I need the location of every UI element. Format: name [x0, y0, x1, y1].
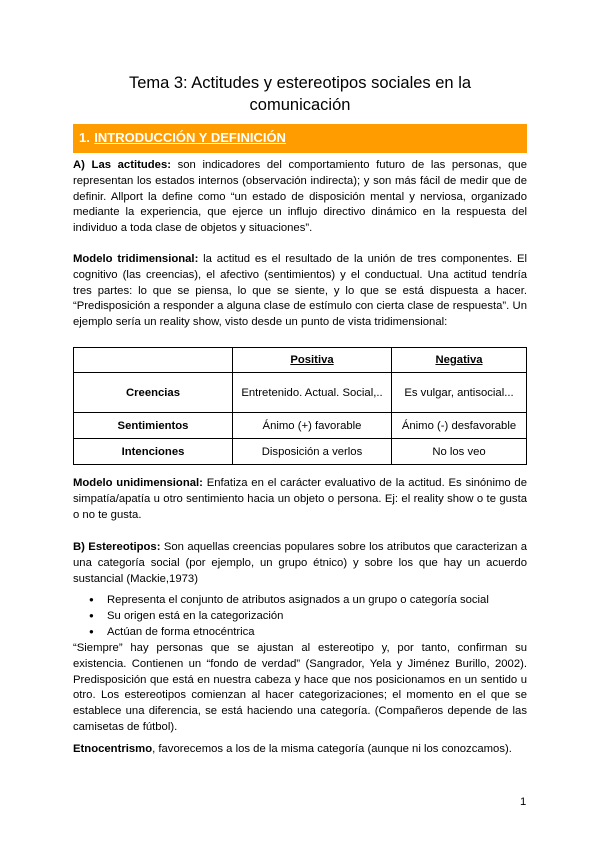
table-header-positiva: Positiva — [233, 348, 392, 373]
table-header-empty — [74, 348, 233, 373]
cell-intenciones-positiva: Disposición a verlos — [233, 439, 392, 465]
section-title: INTRODUCCIÓN Y DEFINICIÓN — [94, 130, 286, 145]
estereotipos-lead: B) Estereotipos: — [73, 541, 161, 553]
table-row — [74, 373, 527, 413]
siempre-text: “Siempre” hay personas que se ajustan al estereotipo y, por tanto, confirman su existencia. Contienen un “fondo de verdad” (Sangrador, Yela y Jiménez Burillo, 2002). Predisposición que está en nuestra cabeza y hace que nos posicionamos en un sentido u otro. Los estereotipos comienzan al hacer categorizaciones; el momento en el que se establece una diferencia, se está haciendo una categoría. (Compañeros depende de las camisetas de fútbol). — [73, 642, 527, 733]
table-header-negativa: Negativa — [392, 348, 527, 373]
list-item: ● Su origen está en la categorización — [73, 608, 489, 624]
section-header-bar — [73, 124, 527, 153]
etnocentrismo-lead: Etnocentrismo — [73, 743, 153, 755]
unidimensional-text: Enfatiza en el carácter evaluativo de la actitud. Es sinónimo de simpatía/apatía u otro sentimiento hacia un objeto o persona. Ej: el reality show o te gusta o no te gusta. — [73, 477, 527, 521]
table-row — [74, 439, 527, 465]
paragraph-siempre — [73, 641, 527, 736]
paragraph-tridimensional — [73, 252, 527, 331]
row-label-creencias: Creencias — [74, 373, 233, 413]
attitude-table — [73, 347, 527, 465]
table-header-row — [74, 348, 527, 373]
row-label-sentimientos: Sentimientos — [74, 413, 233, 439]
unidimensional-lead: Modelo unidimensional: — [73, 477, 203, 489]
cell-intenciones-negativa: No los veo — [392, 439, 527, 465]
cell-sentimientos-negativa: Ánimo (-) desfavorable — [392, 413, 527, 439]
actitudes-text: son indicadores del comportamiento futuro de las personas, que representan los estados internos (observación indirecta); y son más fácil de medir que de definir. Allport la define como “un estado de disposición mental y nerviosa, organizado mediante la experiencia, que ejerce un influjo directivo dinámico en la respuesta del individuo a toda clase de objetos y situaciones”. — [73, 159, 527, 235]
list-item: ● Representa el conjunto de atributos asignados a un grupo o categoría social — [73, 592, 489, 608]
page-number: 1 — [520, 796, 527, 808]
bullet-list — [73, 592, 489, 640]
estereotipos-text: Son aquellas creencias populares sobre los atributos que caracterizan a una categoría social (por ejemplo, un grupo étnico) y sobre los que hay un acuerdo sustancial (Mackie,1973) — [73, 541, 527, 585]
table-row — [74, 413, 527, 439]
cell-creencias-negativa: Es vulgar, antisocial... — [392, 373, 527, 413]
row-label-intenciones: Intenciones — [74, 439, 233, 465]
page-title — [73, 72, 527, 116]
cell-sentimientos-positiva: Ánimo (+) favorable — [233, 413, 392, 439]
paragraph-estereotipos — [73, 540, 527, 587]
paragraph-actitudes — [73, 158, 527, 237]
title-line-1: Tema 3: Actitudes y estereotipos sociales en la — [128, 74, 472, 92]
paragraph-etnocentrismo — [73, 742, 527, 758]
section-number: 1. — [79, 130, 90, 145]
actitudes-lead: A) Las actitudes: — [73, 159, 171, 171]
paragraph-unidimensional — [73, 476, 527, 523]
tridimensional-text: la actitud es el resultado de la unión de tres componentes. El cognitivo (las creencias), el afectivo (sentimientos) y el conductual. Una actitud tendría tres partes: lo que se piensa, lo que se siente, y lo que se está dispuesta a hacer. “Predisposición a responder a alguna clase de estímulo con cierta clase de respuesta”. Un ejemplo sería un reality show, visto desde un punto de vista tridimensional: — [73, 253, 527, 329]
title-line-2: comunicación — [249, 96, 351, 114]
cell-creencias-positiva: Entretenido. Actual. Social,.. — [233, 373, 392, 413]
list-item: ● Actúan de forma etnocéntrica — [73, 624, 489, 640]
tridimensional-lead: Modelo tridimensional: — [73, 253, 199, 265]
etnocentrismo-text: , favorecemos a los de la misma categoría (aunque ni los conozcamos). — [152, 743, 512, 755]
